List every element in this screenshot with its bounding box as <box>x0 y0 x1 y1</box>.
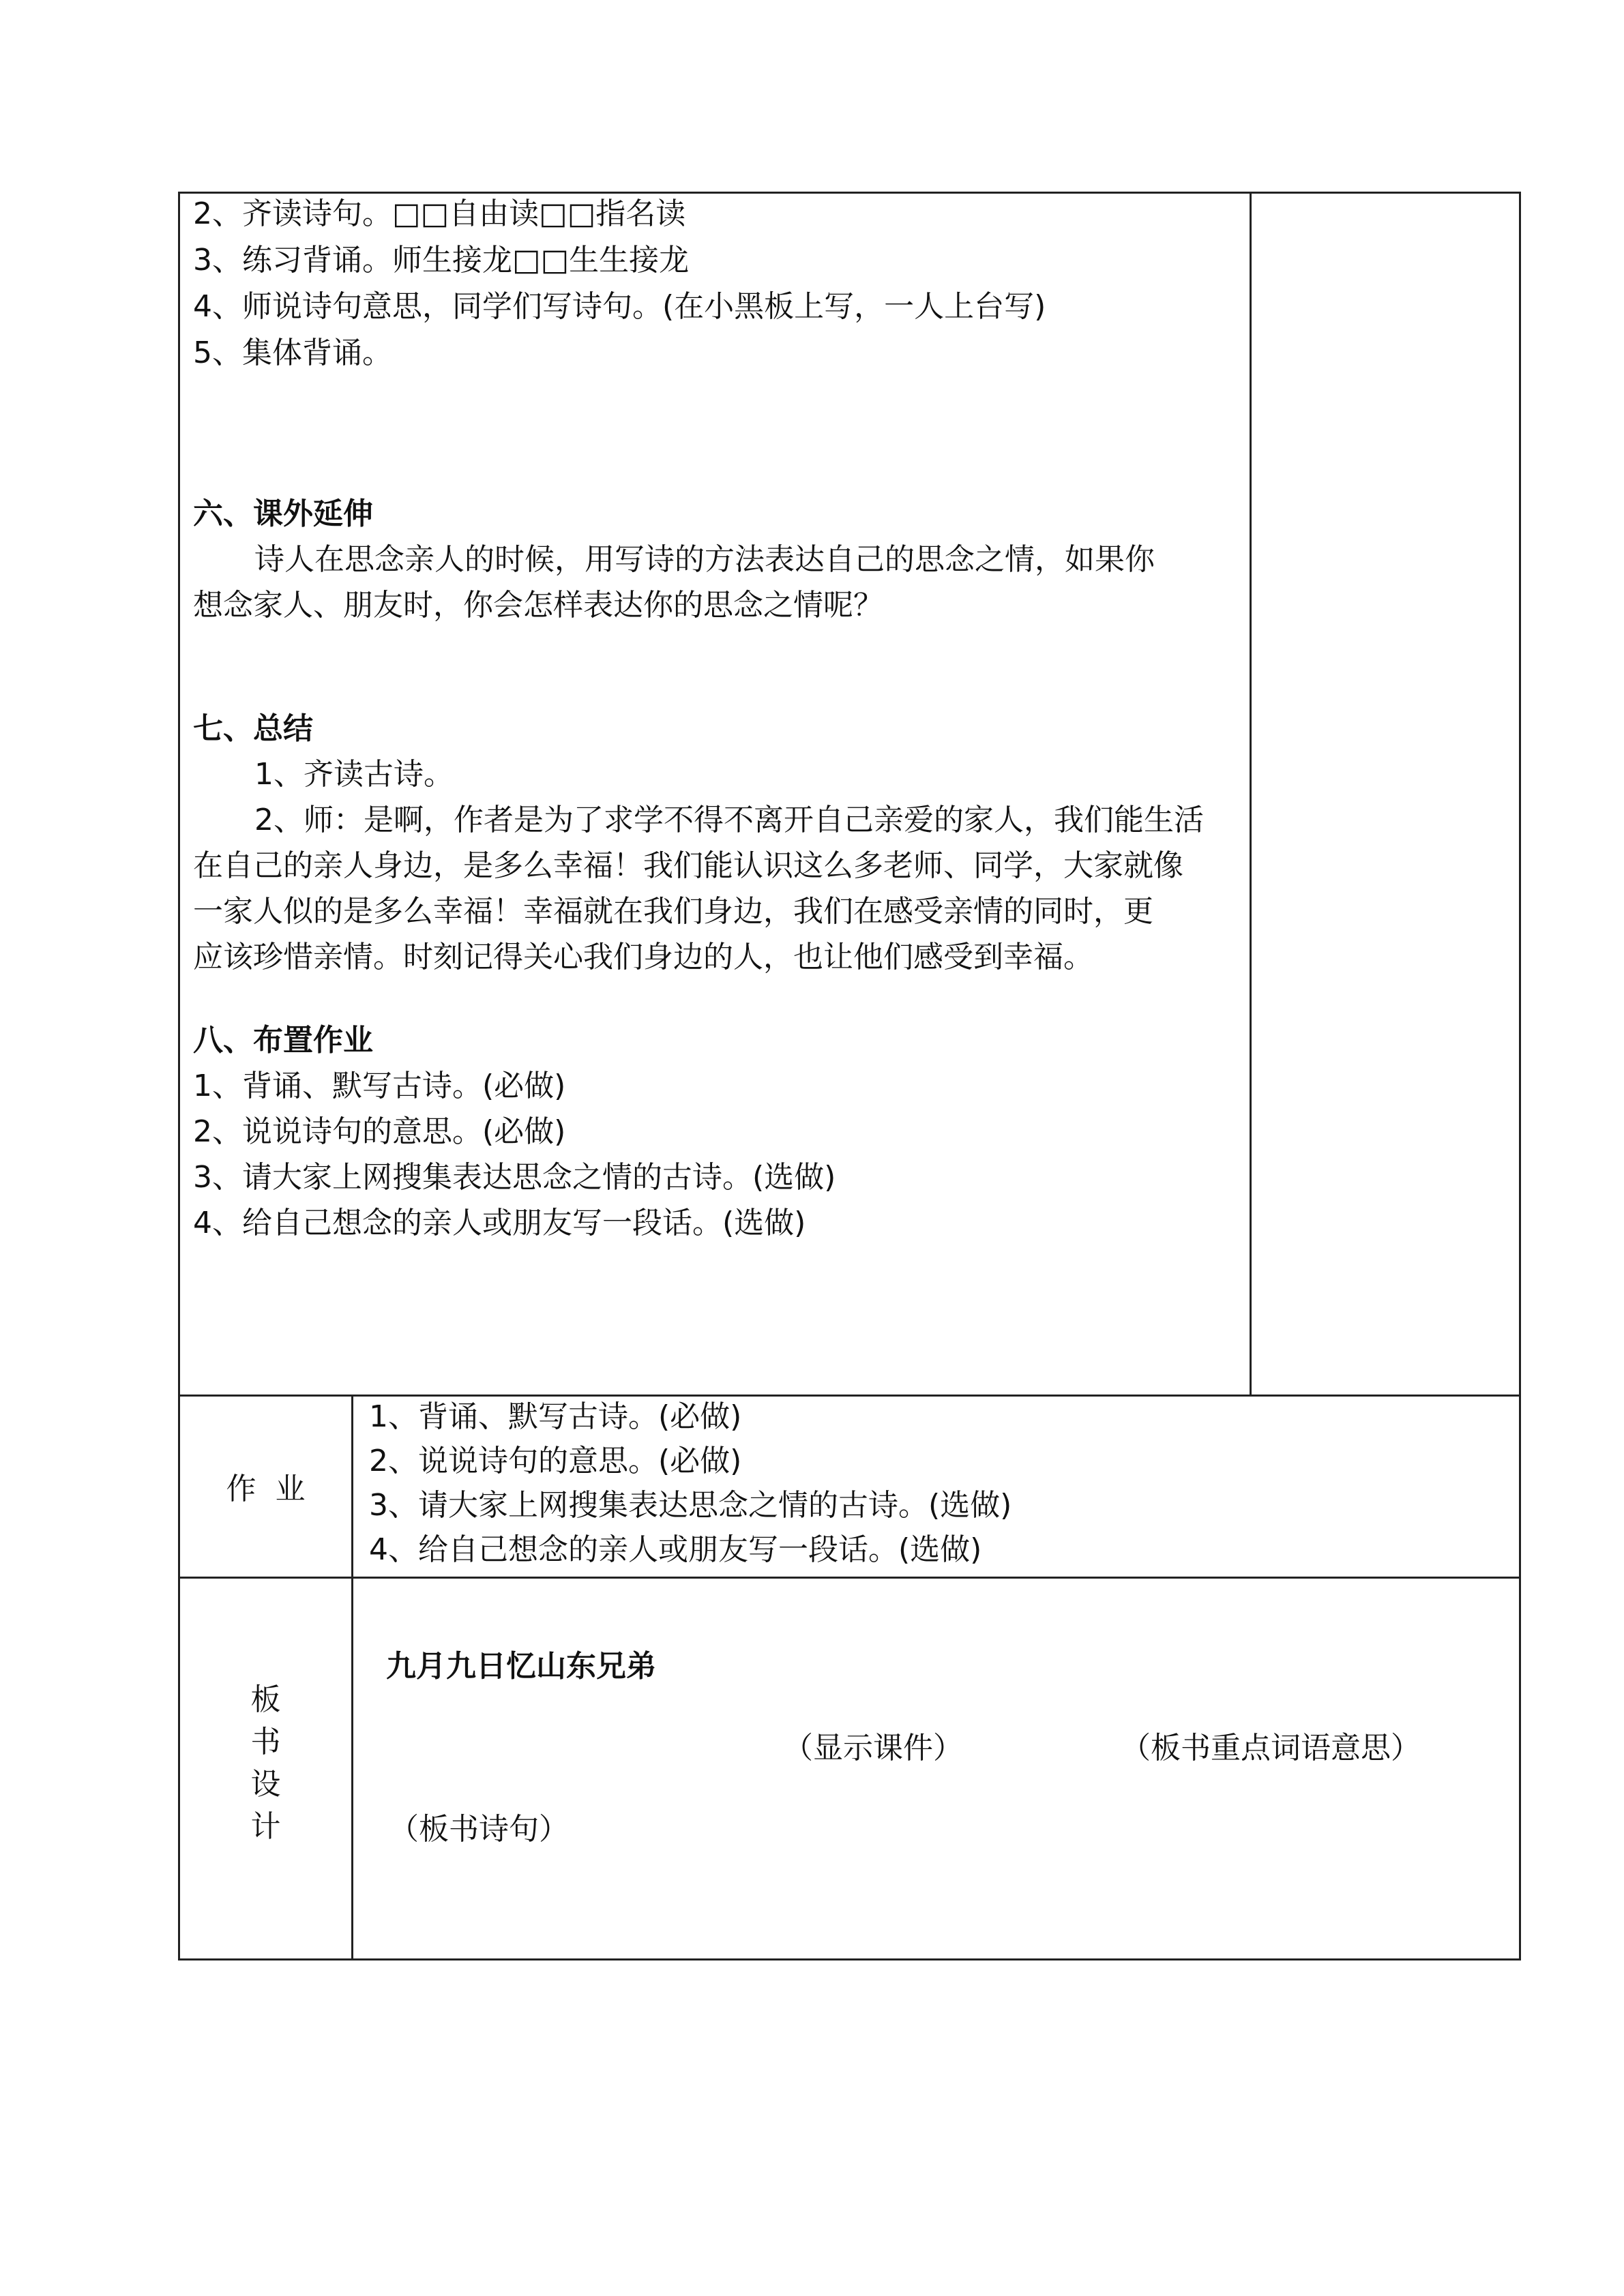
section-7-line: 应该珍惜亲情。时刻记得关心我们身边的人，也让他们感受到幸福。 <box>193 940 1093 974</box>
notes-column-divider <box>1250 192 1252 1397</box>
board-note-courseware: （显示课件） <box>783 1731 963 1765</box>
board-title: 九月九日忆山东兄弟 <box>386 1649 656 1684</box>
section-8-item: 3、请大家上网搜集表达思念之情的古诗。(选做) <box>193 1160 836 1195</box>
section-8-heading: 八、布置作业 <box>193 1023 373 1058</box>
board-label-char: 书 <box>250 1725 281 1759</box>
section-6-line: 想念家人、朋友时，你会怎样表达你的思念之情呢？ <box>193 588 883 623</box>
board-label-char: 板 <box>250 1682 281 1717</box>
section-8-item: 1、背诵、默写古诗。(必做) <box>193 1069 566 1103</box>
step-line: 4、师说诗句意思，同学们写诗句。(在小黑板上写，一人上台写) <box>193 289 1046 324</box>
row-divider-board <box>178 1577 1521 1579</box>
section-6-line: 诗人在思念亲人的时候，用写诗的方法表达自己的思念之情，如果你 <box>254 542 1155 577</box>
homework-item: 1、背诵、默写古诗。(必做) <box>369 1399 742 1434</box>
homework-item: 2、说说诗句的意思。(必做) <box>369 1444 742 1478</box>
step-line: 3、练习背诵。师生接龙□□生生接龙 <box>193 243 690 278</box>
section-7-line: 一家人似的是多么幸福！幸福就在我们身边，我们在感受亲情的同时，更 <box>193 894 1153 929</box>
board-note-keywords: （板书重点词语意思） <box>1121 1731 1421 1765</box>
section-7-heading: 七、总结 <box>193 711 313 746</box>
board-label-char: 设 <box>250 1767 281 1802</box>
section-7-line: 在自己的亲人身边，是多么幸福！我们能认识这么多老师、同学，大家就像 <box>193 848 1183 883</box>
table-right-border <box>1519 192 1521 1960</box>
board-note-poem: （板书诗句） <box>389 1812 569 1847</box>
row-divider-homework <box>178 1395 1521 1397</box>
section-8-item: 4、给自己想念的亲人或朋友写一段话。(选做) <box>193 1206 806 1240</box>
step-line: 2、齐读诗句。□□自由读□□指名读 <box>193 196 686 231</box>
homework-item: 4、给自己想念的亲人或朋友写一段话。(选做) <box>369 1532 982 1567</box>
section-7-line: 2、师：是啊，作者是为了求学不得不离开自己亲爱的家人，我们能生活 <box>254 803 1204 837</box>
table-bottom-border <box>178 1958 1521 1960</box>
label-column-divider <box>351 1395 353 1960</box>
homework-label: 作 业 <box>226 1472 306 1506</box>
step-line: 5、集体背诵。 <box>193 336 392 370</box>
section-6-heading: 六、课外延伸 <box>193 496 373 531</box>
section-7-line: 1、齐读古诗。 <box>254 757 454 792</box>
table-top-border <box>178 192 1521 194</box>
section-8-item: 2、说说诗句的意思。(必做) <box>193 1114 566 1149</box>
board-label-char: 计 <box>250 1809 281 1844</box>
homework-item: 3、请大家上网搜集表达思念之情的古诗。(选做) <box>369 1488 1012 1523</box>
